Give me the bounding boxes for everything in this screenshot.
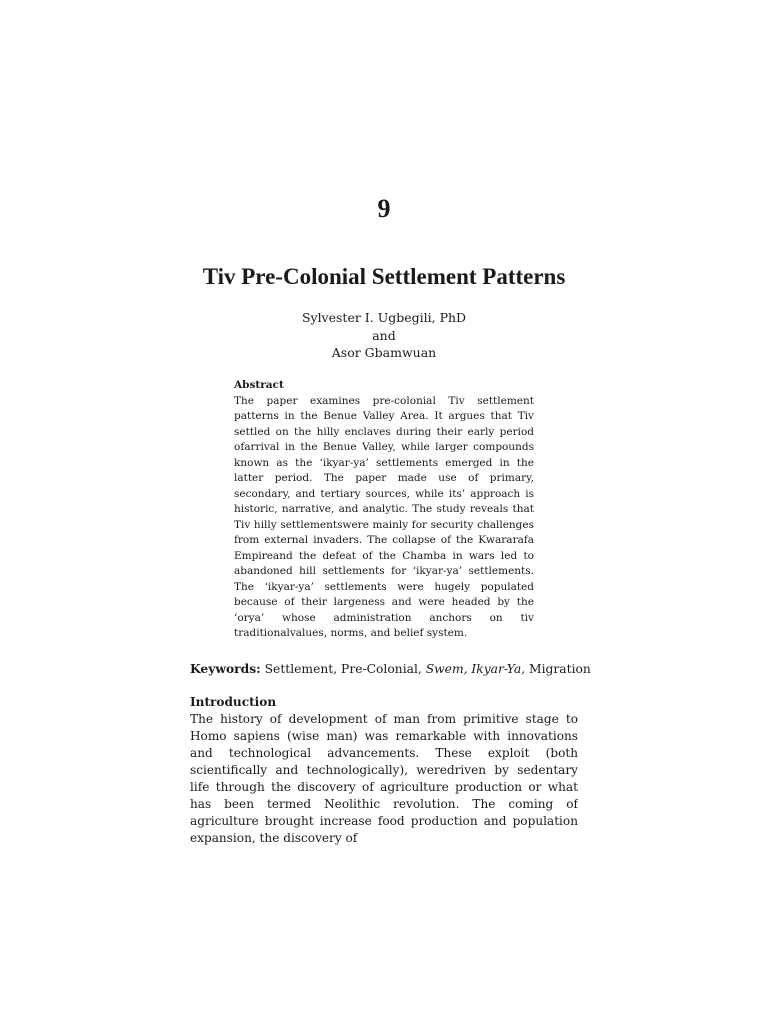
introduction-section bbox=[190, 694, 578, 847]
introduction-body: The history of development of man from primitive stage to Homo sapiens (wise man) was remarkable with innovations and technological advancements. These exploit (both scientifically and technologically), weredriven by sedentary life through the discovery of agriculture production or what has been termed Neolithic revolution. The coming of agriculture brought increase food production and population expansion, the discovery of bbox=[190, 712, 578, 845]
abstract-section bbox=[234, 378, 534, 642]
abstract-body: The paper examines pre-colonial Tiv settlement patterns in the Benue Valley Area. It argues that Tiv settled on the hilly enclaves during their early period ofarrival in the Benue Valley, while larger compounds known as the ‘ikyar-ya’ settlements emerged in the latter period. The paper made use of primary, secondary, and tertiary sources, while its’ approach is historic, narrative, and analytic. The study reveals that Tiv hilly settlementswere mainly for security challenges from external invaders. The collapse of the Kwararafa Empireand the defeat of the Chamba in wars led to abandoned hill settlements for ‘ikyar-ya’ settlements. The ‘ikyar-ya’ settlements were hugely populated because of their largeness and were headed by the ‘orya’ whose administration anchors on tiv traditionalvalues, norms, and belief system. bbox=[234, 394, 534, 639]
author-block bbox=[0, 309, 768, 362]
keywords-list-last: Migration bbox=[525, 662, 591, 676]
author-name-second: Asor Gbamwuan bbox=[331, 345, 437, 360]
author-conjunction: and bbox=[372, 327, 396, 343]
author-name-first: Sylvester I. Ugbegili, PhD bbox=[301, 310, 467, 325]
keywords-line bbox=[190, 660, 591, 678]
introduction-heading: Introduction bbox=[190, 695, 277, 709]
chapter-number: 9 bbox=[377, 194, 391, 223]
chapter-title: Tiv Pre-Colonial Settlement Patterns bbox=[202, 264, 566, 289]
keywords-label: Keywords: bbox=[190, 661, 261, 676]
abstract-heading: Abstract bbox=[234, 379, 284, 391]
keywords-list-italic: Swem, Ikyar-Ya, bbox=[425, 662, 526, 676]
keywords-list-plain: Settlement, Pre-Colonial, bbox=[260, 662, 426, 676]
